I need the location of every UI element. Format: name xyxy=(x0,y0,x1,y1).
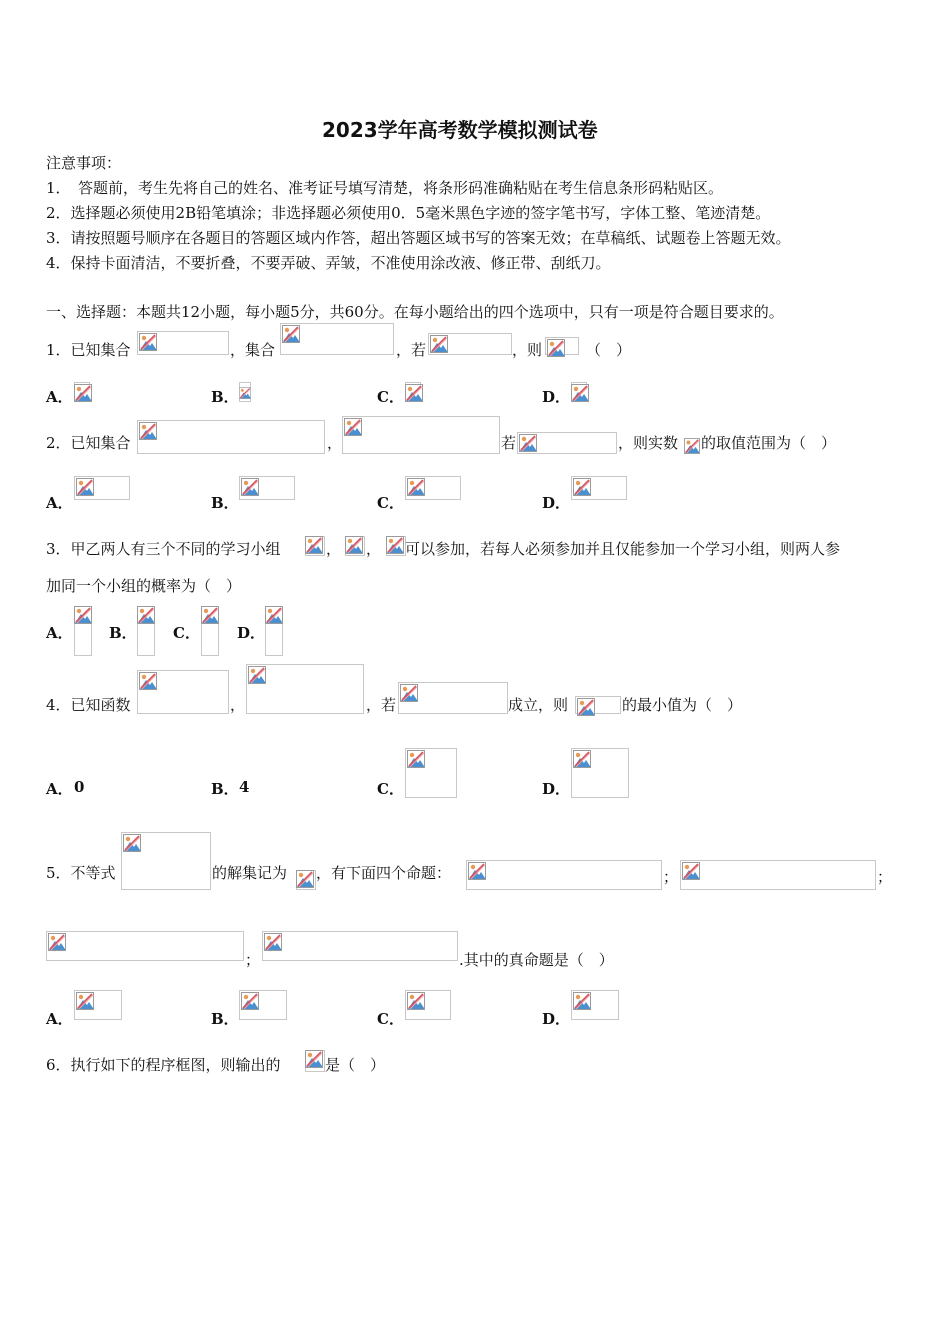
broken-image-icon xyxy=(123,834,141,852)
q3-option-b-label: B． xyxy=(109,624,137,642)
q1-text-5: （ ） xyxy=(586,341,632,359)
q2-text-3: 若 xyxy=(501,434,517,452)
q4-option-d-label: D． xyxy=(542,780,571,798)
q5-inequality-image xyxy=(121,832,211,890)
broken-image-icon xyxy=(296,870,314,888)
broken-image-icon xyxy=(571,384,589,402)
broken-image-icon xyxy=(407,750,425,768)
q4-function-g-image xyxy=(246,664,364,714)
q4-option-d-image[interactable] xyxy=(571,748,629,798)
q4-text-2: ， xyxy=(230,696,246,714)
q2-text-2: ， xyxy=(327,434,343,452)
broken-image-icon xyxy=(76,478,94,496)
q5-prop-2-image xyxy=(680,860,876,890)
q2-option-d-image[interactable] xyxy=(571,476,627,500)
broken-image-icon xyxy=(76,992,94,1010)
q2-option-a-image[interactable] xyxy=(74,476,130,500)
q6-text-2: 是（ ） xyxy=(325,1056,386,1074)
broken-image-icon xyxy=(386,536,404,554)
broken-image-icon xyxy=(137,606,155,624)
q3-group-a-image xyxy=(305,536,325,556)
q3-text-3: ， xyxy=(366,540,382,558)
broken-image-icon xyxy=(265,606,283,624)
broken-image-icon xyxy=(468,862,486,880)
q1-set-a-image xyxy=(137,331,229,355)
broken-image-icon xyxy=(74,606,92,624)
q3-option-c-label: C． xyxy=(173,624,200,642)
q5-text-1: 5．不等式 xyxy=(46,864,116,882)
q5-option-d-label: D． xyxy=(542,1010,571,1028)
notice-item-2: 2．选择题必须使用2B铅笔填涂；非选择题必须使用0．5毫米黑色字迹的签字笔书写，字体工整、笔迹清楚。 xyxy=(46,204,771,222)
q1-option-b-image[interactable] xyxy=(239,382,251,402)
q5-prop-4-image xyxy=(262,931,458,961)
q4-option-a-value[interactable]: 0 xyxy=(74,778,85,796)
q5-text-7: .其中的真命题是（ ） xyxy=(459,951,614,969)
q3-option-d-image[interactable] xyxy=(265,606,283,656)
q1-option-c-label: C． xyxy=(377,388,404,406)
q1-text-3: ，若 xyxy=(396,341,427,359)
q3-text-2: ， xyxy=(326,540,342,558)
broken-image-icon xyxy=(48,933,66,951)
q3-option-d-label: D． xyxy=(237,624,266,642)
q5-option-b-label: B． xyxy=(211,1010,239,1028)
q3-text-5: 加同一个小组的概率为（ ） xyxy=(46,577,242,595)
q2-variable-image xyxy=(684,438,700,454)
q1-option-b-label: B． xyxy=(211,388,239,406)
q5-option-c-label: C． xyxy=(377,1010,404,1028)
broken-image-icon xyxy=(345,536,363,554)
broken-image-icon xyxy=(282,325,300,343)
broken-image-icon xyxy=(139,333,157,351)
q2-text-5: 的取值范围为（ ） xyxy=(701,434,837,452)
q1-option-c-image[interactable] xyxy=(405,382,421,402)
q4-text-1: 4．已知函数 xyxy=(46,696,131,714)
broken-image-icon xyxy=(573,750,591,768)
q5-option-c-image[interactable] xyxy=(405,990,451,1020)
q1-text-2: ，集合 xyxy=(230,341,276,359)
q3-group-c-image xyxy=(386,536,406,556)
q1-option-d-image[interactable] xyxy=(571,382,587,402)
q2-set-a-image xyxy=(137,420,325,454)
broken-image-icon xyxy=(430,335,448,353)
q3-option-a-image[interactable] xyxy=(74,606,92,656)
q6-output-var-image xyxy=(305,1050,325,1072)
q4-option-c-image[interactable] xyxy=(405,748,457,798)
q4-option-b-label: B． xyxy=(211,780,239,798)
q3-text-1: 3．甲乙两人有三个不同的学习小组 xyxy=(46,540,281,558)
q5-set-d-image xyxy=(296,870,316,890)
q3-option-a-label: A． xyxy=(46,624,73,642)
q5-prop-3-image xyxy=(46,931,244,961)
q5-text-5: ； xyxy=(877,868,893,886)
notice-item-4: 4．保持卡面清洁，不要折叠，不要弄破、弄皱，不准使用涂改液、修正带、刮纸刀。 xyxy=(46,254,611,272)
q2-option-b-label: B． xyxy=(211,494,239,512)
q4-text-5: 的最小值为（ ） xyxy=(622,696,743,714)
q1-option-a-label: A． xyxy=(46,388,73,406)
q3-group-b-image xyxy=(345,536,365,556)
broken-image-icon xyxy=(264,933,282,951)
q3-option-c-image[interactable] xyxy=(201,606,219,656)
q5-text-6: ； xyxy=(245,951,261,969)
notice-heading: 注意事项： xyxy=(46,154,122,172)
broken-image-icon xyxy=(248,666,266,684)
broken-image-icon xyxy=(577,698,595,716)
q2-text-4: ，则实数 xyxy=(618,434,679,452)
q2-option-b-image[interactable] xyxy=(239,476,295,500)
broken-image-icon xyxy=(573,478,591,496)
q4-option-a-label: A． xyxy=(46,780,73,798)
broken-image-icon xyxy=(139,672,157,690)
q3-text-4: 可以参加，若每人必须参加并且仅能参加一个学习小组，则两人参 xyxy=(405,540,841,558)
page-title: 2023学年高考数学模拟测试卷 xyxy=(322,118,598,142)
broken-image-icon xyxy=(405,384,423,402)
broken-image-icon xyxy=(344,418,362,436)
q1-result-image xyxy=(545,337,579,355)
q5-text-3: ，有下面四个命题： xyxy=(316,864,452,882)
q4-function-f-image xyxy=(137,670,229,714)
q1-text-4: ，则 xyxy=(512,341,543,359)
q4-text-4: 成立，则 xyxy=(508,696,569,714)
broken-image-icon xyxy=(305,536,323,554)
q5-text-4: ； xyxy=(663,868,679,886)
q1-option-a-image[interactable] xyxy=(74,382,90,402)
q1-option-d-label: D． xyxy=(542,388,571,406)
notice-item-3: 3．请按照题号顺序在各题目的答题区域内作答，超出答题区域书写的答案无效；在草稿纸、试题卷上答题无效。 xyxy=(46,229,791,247)
q5-option-b-image[interactable] xyxy=(239,990,287,1020)
broken-image-icon xyxy=(684,438,700,454)
q1-set-b-image xyxy=(280,323,394,355)
q6-text-1: 6．执行如下的程序框图，则输出的 xyxy=(46,1056,281,1074)
q4-text-3: ，若 xyxy=(366,696,397,714)
q2-option-a-label: A． xyxy=(46,494,73,512)
broken-image-icon xyxy=(241,478,259,496)
q1-condition-image xyxy=(428,333,512,355)
broken-image-icon xyxy=(573,992,591,1010)
q4-option-b-value[interactable]: 4 xyxy=(239,778,250,796)
broken-image-icon xyxy=(305,1050,323,1068)
q1-text-1: 1．已知集合 xyxy=(46,341,131,359)
broken-image-icon xyxy=(139,422,157,440)
broken-image-icon xyxy=(74,384,92,402)
broken-image-icon xyxy=(241,992,259,1010)
q4-option-c-label: C． xyxy=(377,780,404,798)
broken-image-icon xyxy=(400,684,418,702)
notice-item-1: 1． 答题前，考生先将自己的姓名、准考证号填写清楚，将条形码准确粘贴在考生信息条形码粘贴区。 xyxy=(46,179,724,197)
broken-image-icon xyxy=(239,384,251,402)
q4-condition-image xyxy=(398,682,508,714)
broken-image-icon xyxy=(407,478,425,496)
q2-text-1: 2．已知集合 xyxy=(46,434,131,452)
q5-prop-1-image xyxy=(466,860,662,890)
q5-text-2: 的解集记为 xyxy=(212,864,288,882)
broken-image-icon xyxy=(682,862,700,880)
q2-option-c-label: C． xyxy=(377,494,404,512)
q5-option-a-label: A． xyxy=(46,1010,73,1028)
q2-option-c-image[interactable] xyxy=(405,476,461,500)
q4-expression-image xyxy=(575,696,621,714)
broken-image-icon xyxy=(407,992,425,1010)
broken-image-icon xyxy=(201,606,219,624)
q2-option-d-label: D． xyxy=(542,494,571,512)
q3-option-b-image[interactable] xyxy=(137,606,155,656)
q2-set-b-image xyxy=(342,416,500,454)
broken-image-icon xyxy=(519,434,537,452)
section-heading: 一、选择题：本题共12小题，每小题5分，共60分。在每小题给出的四个选项中，只有一项是符合题目要求的。 xyxy=(46,303,784,321)
q5-option-a-image[interactable] xyxy=(74,990,122,1020)
q5-option-d-image[interactable] xyxy=(571,990,619,1020)
q2-condition-image xyxy=(517,432,617,454)
broken-image-icon xyxy=(547,339,565,357)
